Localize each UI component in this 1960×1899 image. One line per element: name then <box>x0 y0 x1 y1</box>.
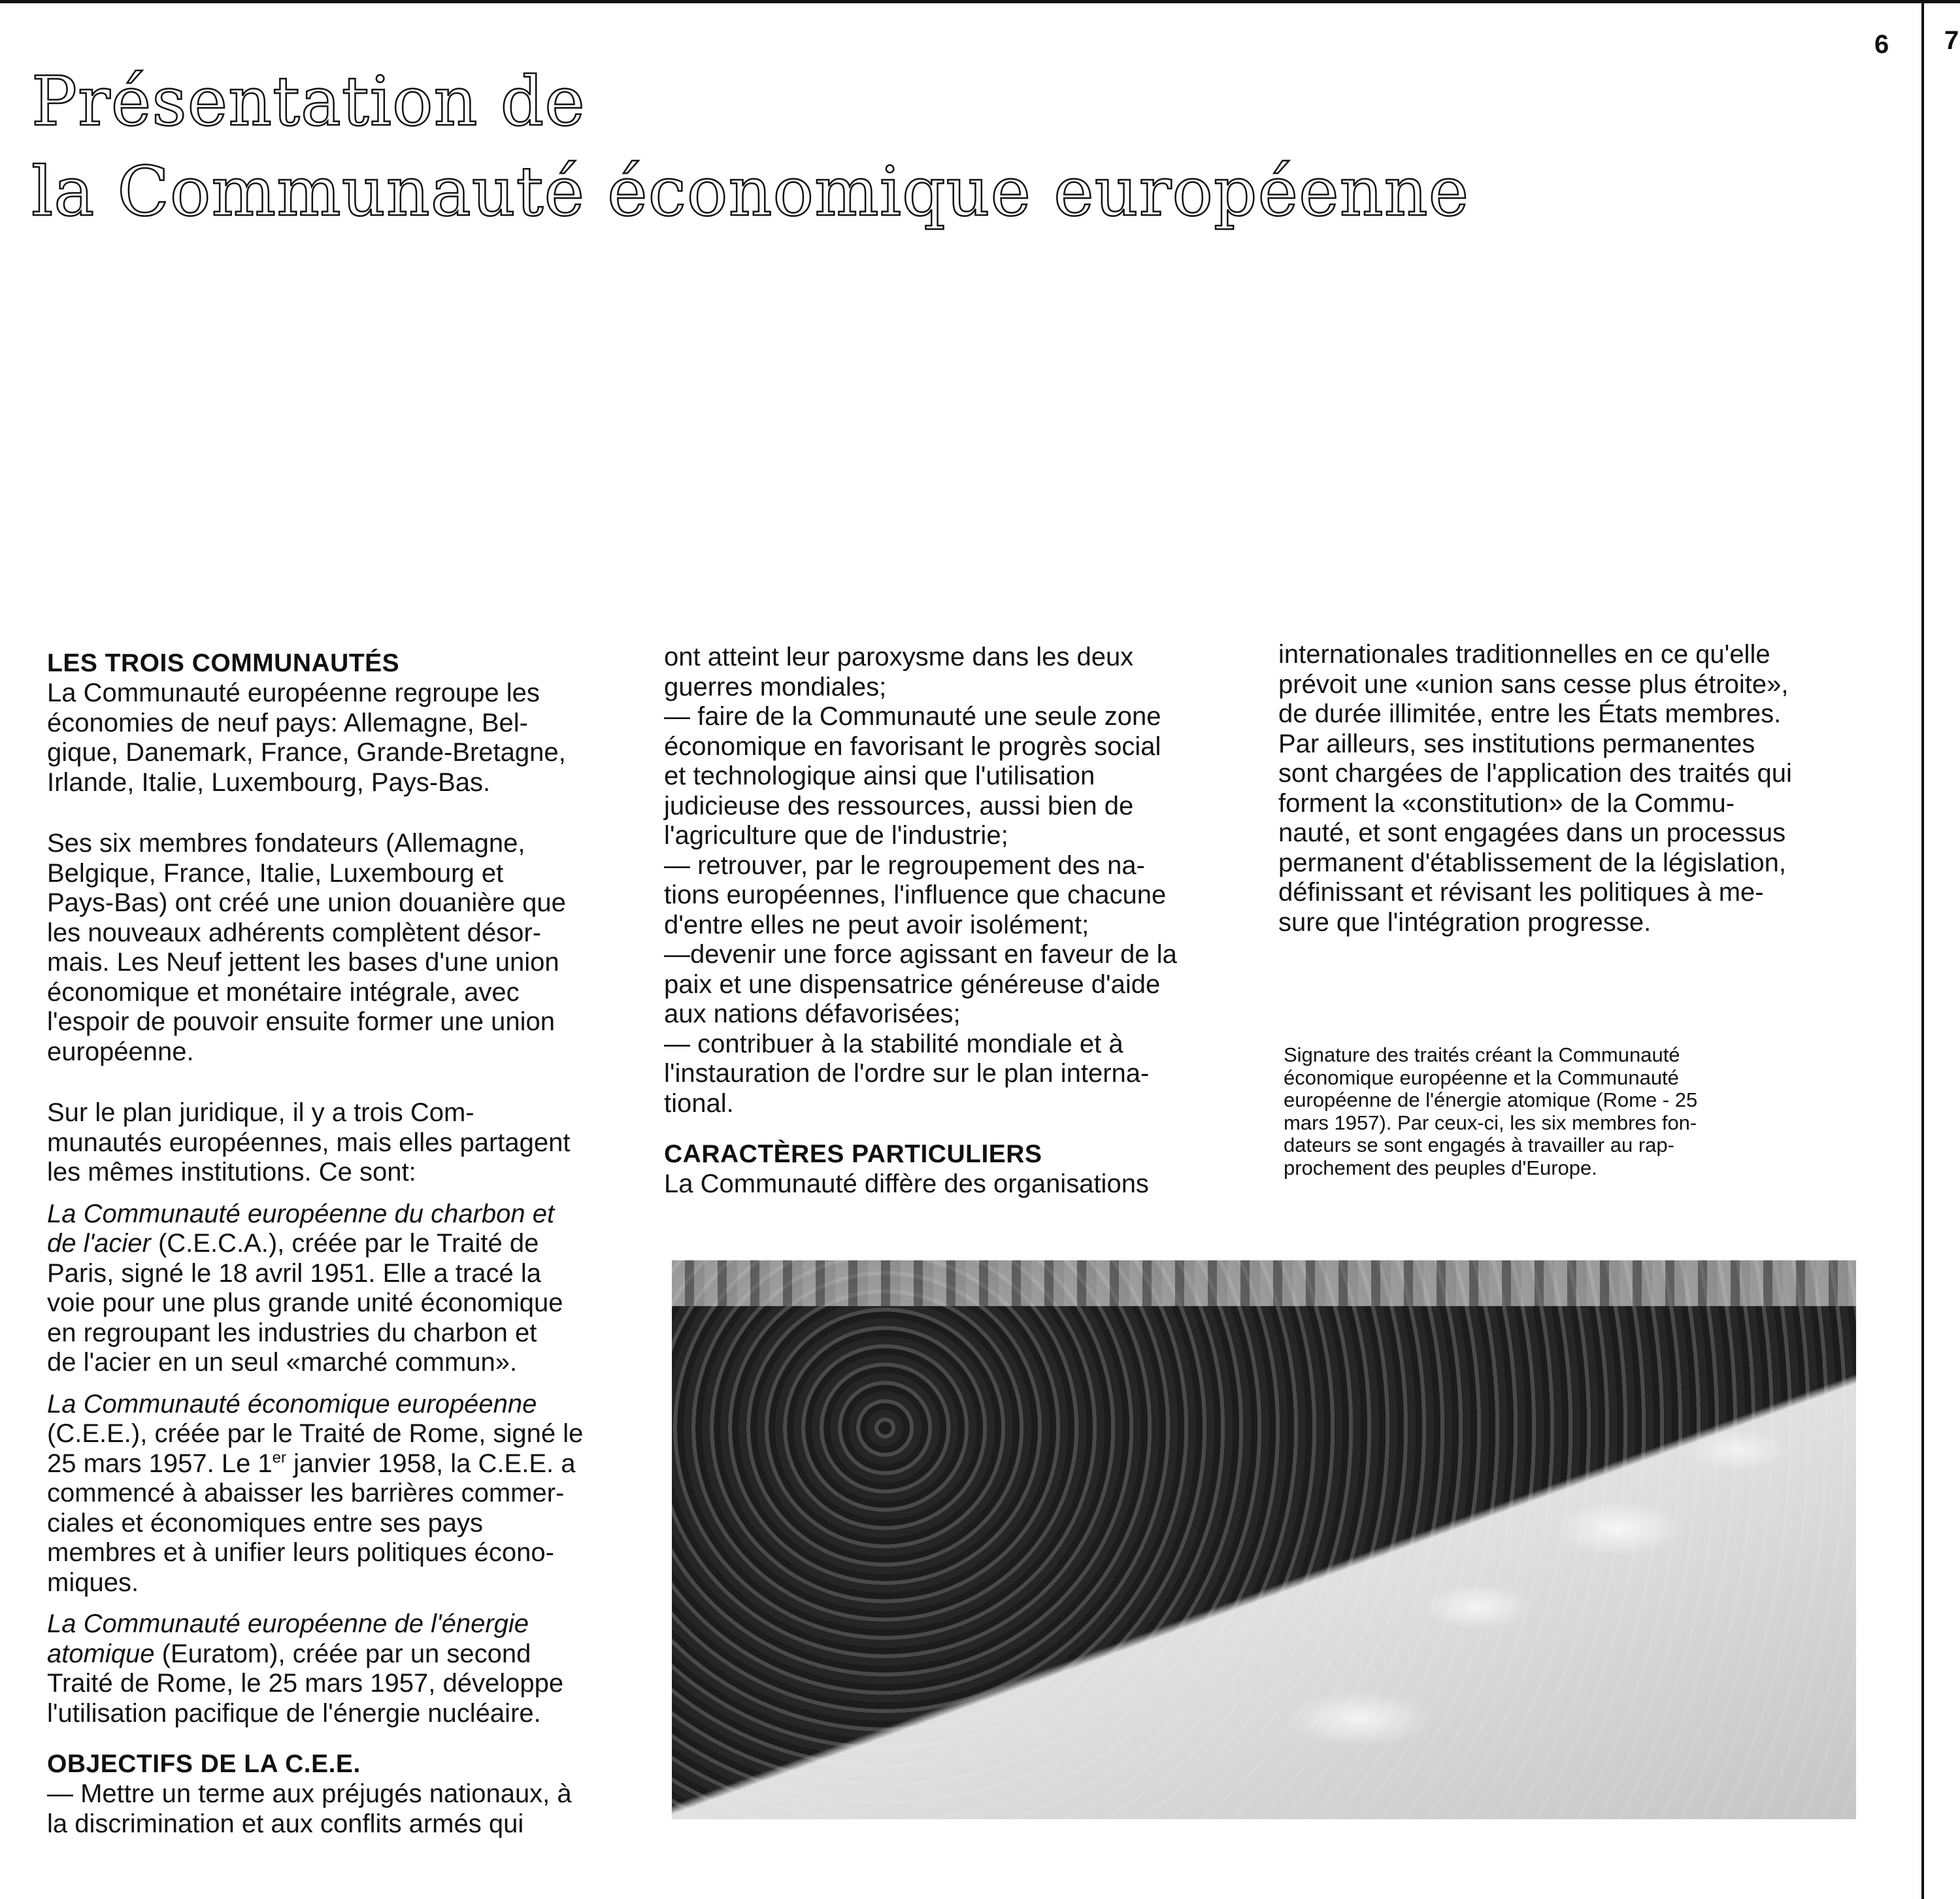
text-line: paix et une dispensatrice généreuse d'aide <box>664 969 1161 999</box>
text-line: judicieuse des ressources, aussi bien de <box>664 791 1134 820</box>
text-line: commencé à abaisser les barrières commer- <box>47 1479 565 1507</box>
text-line: et technologique ainsi que l'utilisation <box>664 762 1095 790</box>
title-line-1: Présentation de <box>31 61 586 141</box>
text-line: nauté, et sont engagées dans un processus <box>1278 818 1786 847</box>
text-line <box>47 1229 635 1259</box>
page-gutter-rule <box>1921 0 1924 1899</box>
paragraph-gap <box>47 1188 635 1200</box>
text-line: Par ailleurs, ses institutions permanentes <box>1278 729 1755 758</box>
page-title <box>31 56 1469 237</box>
text-line: définissant et révisant les politiques à me- <box>1278 878 1764 907</box>
text-line: sont chargées de l'application des traités qui <box>1278 759 1792 788</box>
text-line: — Mettre un terme aux préjugés nationaux, à <box>47 1779 572 1808</box>
euratom-rest: (Euratom), créée par un second <box>154 1639 531 1668</box>
ceca-rest: (C.E.C.A.), créée par le Traité de <box>150 1229 539 1258</box>
column-middle <box>664 643 1252 1200</box>
text-line: tional. <box>664 1088 734 1118</box>
text-line: l'agriculture que de l'industrie; <box>664 821 1008 850</box>
text-line: — retrouver, par le regroupement des na- <box>664 850 1145 880</box>
text-line: sure que l'intégration progresse. <box>1278 907 1652 937</box>
text-line: européenne. <box>47 1037 194 1066</box>
text-line: la discrimination et aux conflits armés qui <box>47 1809 524 1838</box>
column-right <box>1278 640 1853 937</box>
text-line: mais. Les Neuf jettent les bases d'une union <box>47 948 559 977</box>
text-line: La Communauté européenne du charbon et <box>47 1199 555 1228</box>
paragraph-gap <box>47 1067 635 1098</box>
text-line: Traité de Rome, le 25 mars 1957, développe <box>47 1669 564 1698</box>
text-line: l'instauration de l'ordre sur le plan interna- <box>664 1059 1150 1088</box>
text-line: les nouveaux adhérents complètent désor- <box>47 918 542 947</box>
text-line: de l'acier en un seul «marché commun». <box>47 1348 518 1377</box>
caption-line: mars 1957). Par ceux-ci, les six membres fon- <box>1284 1111 1697 1134</box>
text-line <box>47 1639 635 1670</box>
text-line: les mêmes institutions. Ce sont: <box>47 1158 416 1186</box>
text-line: — faire de la Communauté une seule zone <box>664 702 1161 731</box>
caption-line: européenne de l'énergie atomique (Rome - 25 <box>1284 1088 1698 1111</box>
text-line: voie pour une plus grande unité économique <box>47 1288 563 1317</box>
text-line: Belgique, France, Italie, Luxembourg et <box>47 858 504 888</box>
caption-line: prochement des peuples d'Europe. <box>1284 1156 1597 1179</box>
text-line <box>47 1449 635 1479</box>
text-line: forment la «constitution» de la Commu- <box>1278 788 1735 818</box>
paragraph-gap <box>47 1728 635 1749</box>
text-line: —devenir une force agissant en faveur de la <box>664 940 1177 969</box>
text-line: Pays-Bas) ont créé une union douanière que <box>47 888 566 917</box>
heading-caracteres: CARACTÈRES PARTICULIERS <box>664 1140 1042 1168</box>
caption-line: dateurs se sont engagés à travailler au rap- <box>1284 1134 1674 1156</box>
text-line: en regroupant les industries du charbon et <box>47 1318 537 1347</box>
text-line: aux nations défavorisées; <box>664 1000 961 1028</box>
paragraph-gap <box>664 1118 1252 1139</box>
text-line: La Communauté diffère des organisations <box>664 1169 1149 1198</box>
text-line: gique, Danemark, France, Grande-Bretagne, <box>47 738 566 767</box>
text-line: Irlande, Italie, Luxembourg, Pays-Bas. <box>47 767 491 797</box>
heading-objectifs: OBJECTIFS DE LA C.E.E. <box>47 1750 361 1778</box>
text-line: prévoit une «union sans cesse plus étroite», <box>1278 669 1789 699</box>
paragraph-gap <box>47 798 635 829</box>
text-line: l'utilisation pacifique de l'énergie nucléaire. <box>47 1698 541 1728</box>
page-number: 6 <box>1874 30 1889 59</box>
text-line: tions européennes, l'influence que chacune <box>664 881 1167 909</box>
photo-ceiling-detail <box>672 1260 1856 1306</box>
cee-date-a: 25 mars 1957. Le 1 <box>47 1449 273 1478</box>
text-line: Ses six membres fondateurs (Allemagne, <box>47 829 525 858</box>
text-line: économique et monétaire intégrale, avec <box>47 977 520 1007</box>
text-line: l'espoir de pouvoir ensuite former une union <box>47 1007 555 1036</box>
text-line: ciales et économiques entre ses pays <box>47 1508 484 1538</box>
text-line: économique en favorisant le progrès social <box>664 731 1161 761</box>
text-line: membres et à unifier leurs politiques écono- <box>47 1538 554 1567</box>
text-line: économies de neuf pays: Allemagne, Bel- <box>47 708 528 737</box>
cee-date-sup: er <box>272 1449 287 1467</box>
title-line-2: la Communauté économique européenne <box>31 152 1470 231</box>
photo-caption <box>1284 1044 1839 1179</box>
treaty-signing-photo <box>672 1260 1856 1819</box>
text-line: miques. <box>47 1568 139 1597</box>
text-line: ont atteint leur paroxysme dans les deux <box>664 643 1134 671</box>
text-line: Paris, signé le 18 avril 1951. Elle a tracé la <box>47 1258 541 1288</box>
ceca-name: de l'acier <box>47 1229 151 1258</box>
text-line: — contribuer à la stabilité mondiale et à <box>664 1029 1123 1058</box>
paragraph-gap <box>47 1598 635 1609</box>
text-line: La Communauté européenne de l'énergie <box>47 1609 529 1638</box>
euratom-name: atomique <box>47 1639 155 1668</box>
next-page-number: 7 <box>1944 26 1959 55</box>
heading-trois-communautes: LES TROIS COMMUNAUTÉS <box>47 649 400 677</box>
text-line: La Communauté européenne regroupe les <box>47 679 540 707</box>
paragraph-gap <box>47 1378 635 1390</box>
text-line: Sur le plan juridique, il y a trois Com- <box>47 1098 474 1127</box>
top-rule <box>0 0 1960 3</box>
text-line: d'entre elles ne peut avoir isolément; <box>664 910 1089 939</box>
text-line: guerres mondiales; <box>664 672 887 701</box>
text-line: permanent d'établissement de la législation, <box>1278 848 1786 877</box>
text-line: (C.E.E.), créée par le Traité de Rome, signé le <box>47 1419 584 1448</box>
column-left <box>47 648 635 1839</box>
text-line: de durée illimitée, entre les États membres. <box>1278 699 1782 728</box>
text-line: munautés européennes, mais elles partagent <box>47 1128 571 1157</box>
text-line: La Communauté économique européenne <box>47 1389 537 1419</box>
text-line: internationales traditionnelles en ce qu'elle <box>1278 640 1770 669</box>
cee-date-b: janvier 1958, la C.E.E. a <box>286 1449 576 1478</box>
caption-line: Signature des traités créant la Communauté <box>1284 1043 1680 1066</box>
caption-line: économique européenne et la Communauté <box>1284 1066 1679 1089</box>
